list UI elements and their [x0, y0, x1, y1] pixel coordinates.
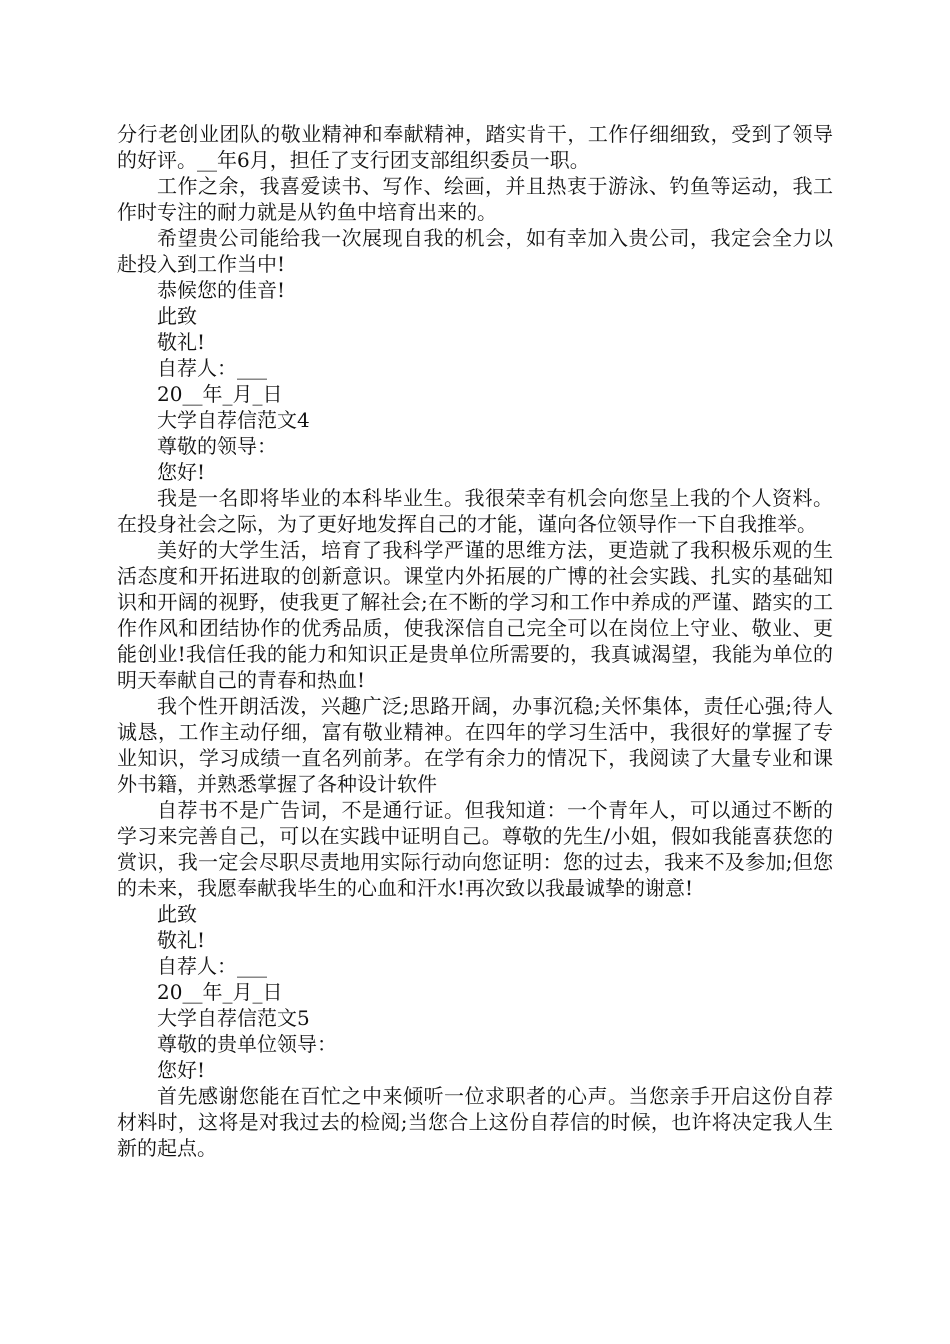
paragraph-thanks: 首先感谢您能在百忙之中来倾听一位求职者的心声。当您亲手开启这份自荐材料时，这将是对我过去的检阅;当您合上这份自荐信的时候，也许将决定我人生新的起点。 [117, 1084, 833, 1160]
document-page [117, 121, 833, 1161]
closing-jingli: 敬礼! [157, 330, 206, 354]
salutation-2: 尊敬的贵单位领导： [157, 1032, 337, 1056]
greeting-2: 您好! [157, 1058, 206, 1082]
date-line-2: 20__年_月_日 [157, 980, 283, 1004]
paragraph-hope: 希望贵公司能给我一次展现自我的机会，如有幸加入贵公司，我定会全力以赴投入到工作当中! [117, 226, 833, 276]
closing-cizhi: 此致 [157, 304, 197, 328]
paragraph-hobbies: 工作之余，我喜爱读书、写作、绘画，并且热衷于游泳、钓鱼等运动，我工作时专注的耐力就是从钓鱼中培育出来的。 [117, 174, 833, 224]
signature-line-2: 自荐人：___ [157, 954, 267, 978]
closing-await: 恭候您的佳音! [157, 278, 286, 302]
paragraph-self-recommendation: 自荐书不是广告词，不是通行证。但我知道：一个青年人，可以通过不断的学习来完善自己，可以在实践中证明自己。尊敬的先生/小姐，假如我能喜获您的赏识，我一定会尽职尽责地用实际行动向您证明：您的过去，我来不及参加;但您的未来，我愿奉献我毕生的心血和汗水!再次致以我最诚挚的谢意! [117, 798, 833, 900]
section-title-5: 大学自荐信范文5 [157, 1006, 310, 1030]
signature-line: 自荐人：___ [157, 356, 267, 380]
closing-cizhi-2: 此致 [157, 902, 197, 926]
paragraph-previous-work: 分行老创业团队的敬业精神和奉献精神，踏实肯干，工作仔细细致，受到了领导的好评。__年6月，担任了支行团支部组织委员一职。 [117, 122, 833, 172]
greeting: 您好! [157, 460, 206, 484]
paragraph-personality: 我个性开朗活泼，兴趣广泛;思路开阔，办事沉稳;关怀集体，责任心强;待人诚恳，工作主动仔细，富有敬业精神。在四年的学习生活中，我很好的掌握了专业知识，学习成绩一直名列前茅。在学有余力的情况下，我阅读了大量专业和课外书籍，并熟悉掌握了各种设计软件 [117, 694, 833, 796]
paragraph-intro: 我是一名即将毕业的本科毕业生。我很荣幸有机会向您呈上我的个人资料。在投身社会之际，为了更好地发挥自己的才能，谨向各位领导作一下自我推举。 [117, 486, 833, 536]
section-title-4: 大学自荐信范文4 [157, 408, 310, 432]
paragraph-university-life: 美好的大学生活，培育了我科学严谨的思维方法，更造就了我积极乐观的生活态度和开拓进取的创新意识。课堂内外拓展的广博的社会实践、扎实的基础知识和开阔的视野，使我更了解社会;在不断的学习和工作中养成的严谨、踏实的工作作风和团结协作的优秀品质，使我深信自己完全可以在岗位上守业、敬业、更能创业!我信任我的能力和知识正是贵单位所需要的，我真诚渴望，我能为单位的明天奉献自己的青春和热血! [117, 538, 833, 692]
salutation: 尊敬的领导： [157, 434, 277, 458]
closing-jingli-2: 敬礼! [157, 928, 206, 952]
date-line: 20__年_月_日 [157, 382, 283, 406]
